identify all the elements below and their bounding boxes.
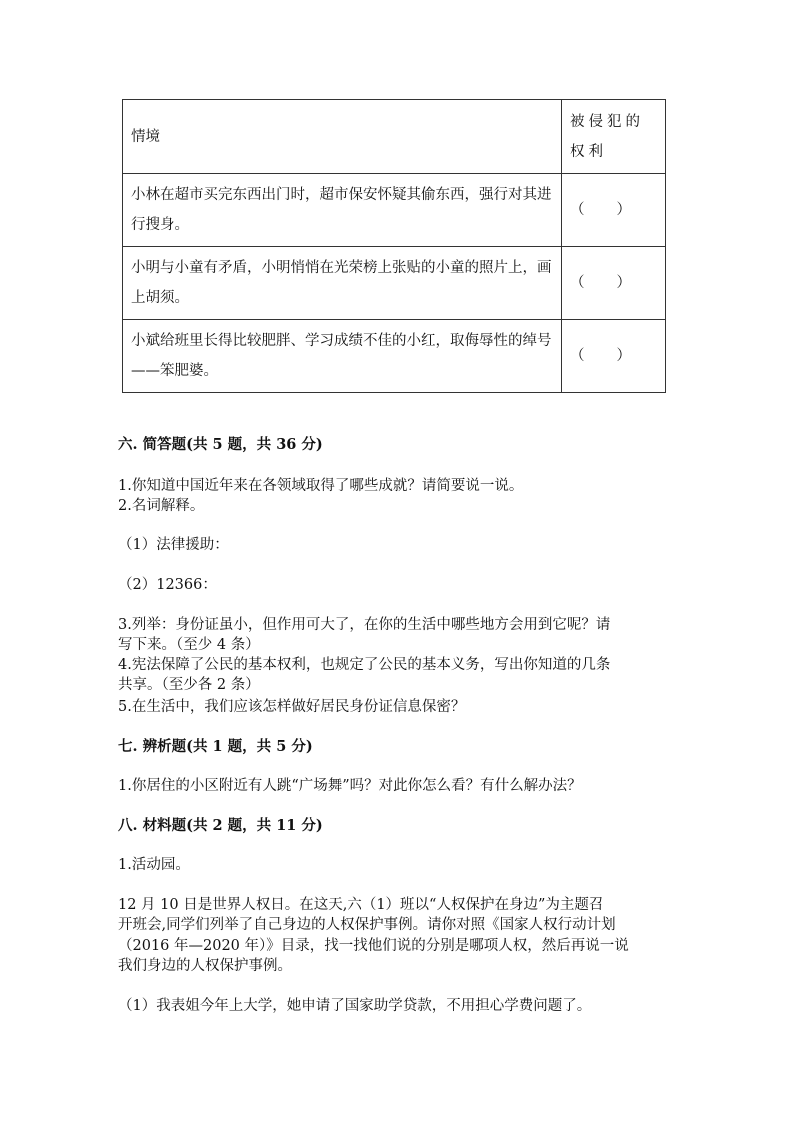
material-paragraph: 开班会,同学们列举了自己身边的人权保护事例。请你对照《国家人权行动计划: [118, 917, 616, 933]
answer-blank[interactable]: （ ）: [562, 320, 666, 393]
table-row: [123, 320, 666, 393]
section-6-title: 六. 简答题(共 5 题，共 36 分): [118, 436, 323, 453]
question-text: 1.你居住的小区附近有人跳“广场舞”吗？对此你怎么看？有什么解办法？: [118, 778, 582, 794]
table-header-row: [123, 100, 666, 174]
table-row: [123, 247, 666, 320]
sub-question-text: （1）法律援助：: [118, 537, 229, 553]
rights-table: [122, 99, 666, 393]
sub-question-text: （1）我表姐今年上大学，她申请了国家助学贷款，不用担心学费问题了。: [118, 998, 592, 1014]
sub-question-text: （2）12366：: [118, 577, 217, 593]
question-text: 共享。（至少各 2 条）: [118, 677, 260, 693]
material-paragraph: 12 月 10 日是世界人权日。在这天,六（1）班以“人权保护在身边”为主题召: [118, 897, 604, 913]
section-8-title: 八. 材料题(共 2 题，共 11 分): [118, 817, 323, 834]
question-text: 5.在生活中，我们应该怎样做好居民身份证信息保密？: [118, 699, 466, 715]
question-text: 1.你知道中国近年来在各领域取得了哪些成就？请简要说一说。: [118, 478, 524, 494]
situation-cell: 小林在超市买完东西出门时，超市保安怀疑其偷东西，强行对其进行搜身。: [123, 174, 562, 247]
answer-blank[interactable]: （ ）: [562, 247, 666, 320]
material-paragraph: （2016 年—2020 年）》目录，找一找他们说的分别是哪项人权，然后再说一说: [118, 938, 629, 954]
header-situation: 情境: [123, 100, 562, 174]
header-violated-right: 被侵犯的权利: [562, 100, 666, 174]
question-text: 4.宪法保障了公民的基本权利，也规定了公民的基本义务，写出你知道的几条: [118, 657, 611, 673]
material-paragraph: 我们身边的人权保护事例。: [118, 958, 292, 974]
question-text: 3.列举：身份证虽小，但作用可大了，在你的生活中哪些地方会用到它呢？请: [118, 617, 611, 633]
question-text: 写下来。（至少 4 条）: [118, 637, 260, 653]
section-7-title: 七. 辨析题(共 1 题，共 5 分): [118, 738, 313, 755]
question-text: 2.名词解释。: [118, 498, 205, 514]
situation-cell: 小明与小童有矛盾，小明悄悄在光荣榜上张贴的小童的照片上，画上胡须。: [123, 247, 562, 320]
answer-blank[interactable]: （ ）: [562, 174, 666, 247]
situation-cell: 小斌给班里长得比较肥胖、学习成绩不佳的小红，取侮辱性的绰号——笨肥婆。: [123, 320, 562, 393]
question-text: 1.活动园。: [118, 857, 190, 873]
table-row: [123, 174, 666, 247]
